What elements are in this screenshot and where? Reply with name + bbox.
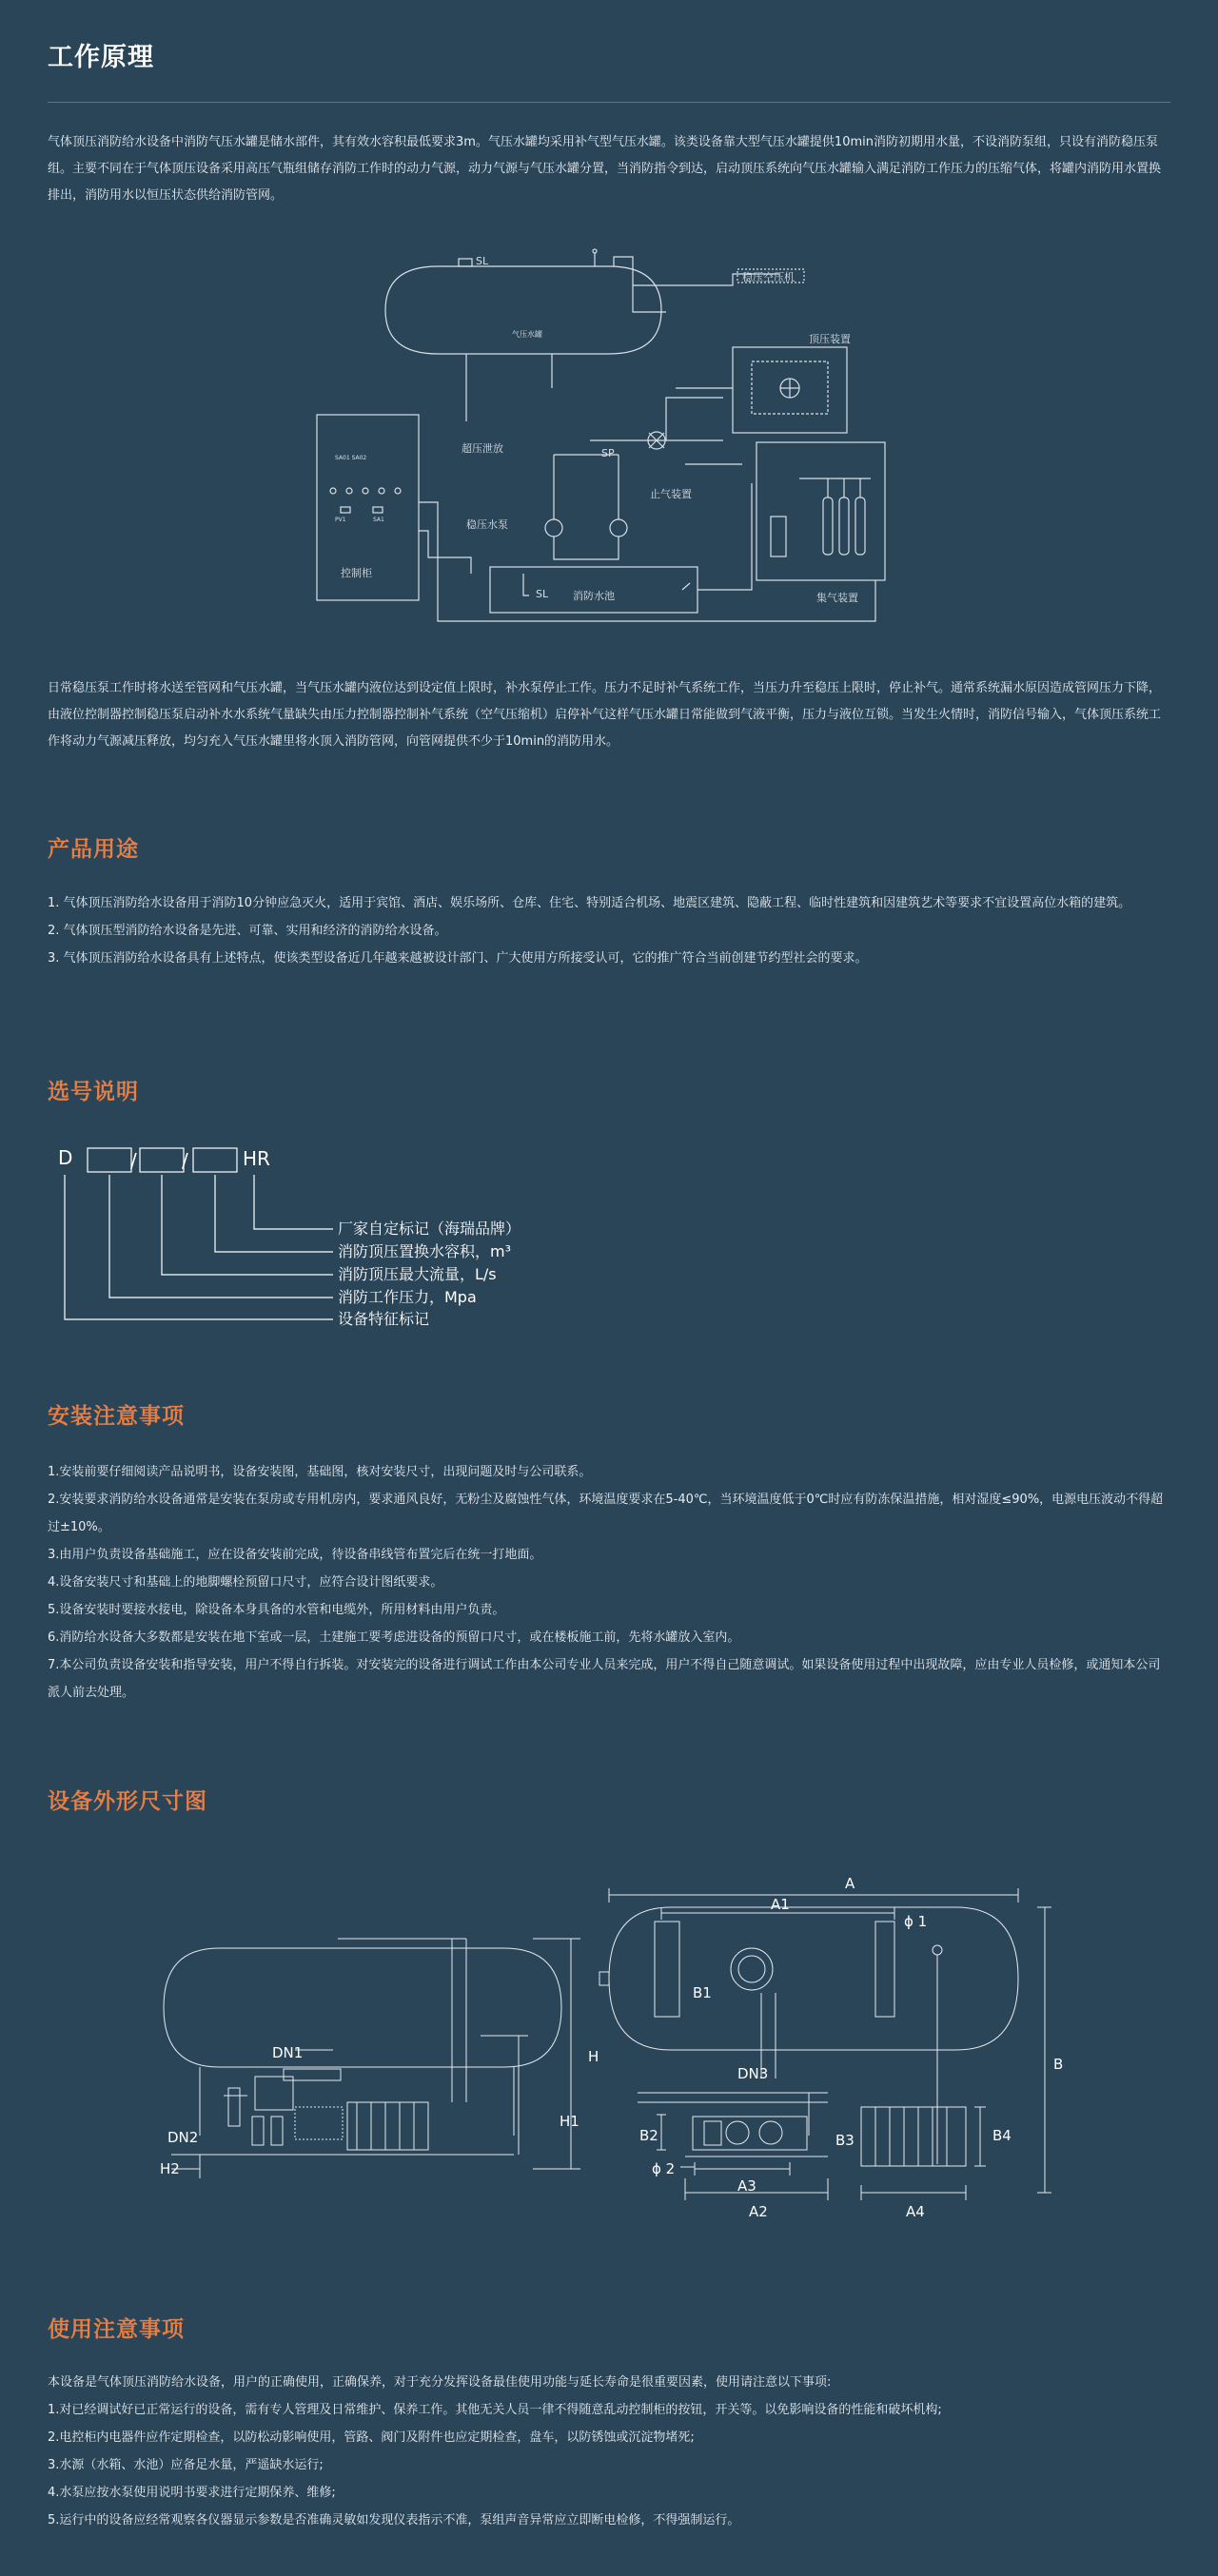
model-slash-1: /: [130, 1149, 137, 1172]
model-desc-1: 厂家自定标记（海瑞品牌）: [338, 1220, 521, 1238]
model-code-diagram: [52, 1137, 585, 1337]
dim-label-h2: H2: [160, 2160, 180, 2177]
list-item: 7.本公司负责设备安装和指导安装，用户不得自行拆装。对安装完的设备进行调试工作由本公司专业人员来完成，用户不得自己随意调试。如果设备使用过程中出现故障，应由专业人员检修，或通知本公司派人前去处理。: [48, 1658, 1161, 1700]
section-title-principle: 工作原理: [48, 43, 154, 72]
dim-label-b1: B1: [693, 1984, 712, 2001]
principle-intro: 气体顶压消防给水设备中消防气压水罐是储水部件，其有效水容积最低要求3m。气压水罐均采用补气型气压水罐。该类设备靠大型气压水罐提供10min消防初期用水量，不设消防泵组，只设有消防稳压泵组。主要不同在于气体顶压设备采用高压气瓶组储存消防工作时的动力气源，动力气源与气压水罐分置，当消防指令到达，启动顶压系统向气压水罐输入满足消防工作压力的压缩气体，将罐内消防用水置换排出，消防用水以恒压状态供给消防管网。: [48, 135, 1162, 203]
dim-label-b3: B3: [835, 2132, 855, 2149]
dim-a: [609, 1888, 1018, 1903]
model-desc-4: 消防工作压力，Mpa: [338, 1288, 477, 1306]
dim-label-b2: B2: [639, 2127, 658, 2144]
model-suffix: HR: [243, 1147, 270, 1170]
sl-top-label: SL: [476, 255, 489, 267]
list-item: 1. 气体顶压消防给水设备用于消防10分钟应急灭火，适用于宾馆、酒店、娱乐场所、仓库、住宅、特别适合机场、地震区建筑、隐蔽工程、临时性建筑和因建筑艺术等要求不宜设置高位水箱的建筑。: [48, 896, 1131, 910]
cabinet-pv-label: PV1: [335, 517, 346, 523]
list-item: 2.电控柜内电器件应作定期检查，以防松动影响使用，管路、阀门及附件也应定期检查，盘车，以防锈蚀或沉淀物堵死;: [48, 2430, 695, 2445]
dim-label-b: B: [1053, 2056, 1064, 2073]
model-desc-3: 消防顶压最大流量，L/s: [338, 1265, 497, 1283]
dim-label-phi2: ϕ 2: [652, 2160, 676, 2177]
dim-label-a1: A1: [771, 1896, 790, 1913]
list-item: 4.水泵应按水泵使用说明书要求进行定期保养、维修;: [48, 2486, 336, 2500]
list-item: 3. 气体顶压消防给水设备具有上述特点，使该类型设备近几年越来越被设计部门、广大使用方所接受认可，它的推广符合当前创建节约型社会的要求。: [48, 951, 868, 966]
list-item: 5.设备安装时要接水接电，除设备本身具备的水管和电缆外，所用材料由用户负责。: [48, 1603, 505, 1617]
cabinet-switch-labels: SA01 SA02: [335, 455, 367, 461]
title-divider: [48, 102, 1170, 103]
front-view-tank: [609, 1907, 1018, 2050]
install-list: [48, 1458, 1170, 1707]
dim-label-h1: H1: [560, 2113, 580, 2130]
section-title-model: 选号说明: [48, 1080, 139, 1104]
model-desc-2: 消防顶压置换水容积，m³: [338, 1242, 512, 1260]
gas-collect-label: 集气装置: [816, 592, 858, 604]
sp-label: SP: [601, 447, 615, 459]
side-view-tank: [164, 1948, 561, 2067]
model-box-1: [88, 1148, 131, 1172]
dim-label-dn1: DN1: [272, 2044, 304, 2061]
section-title-install: 安装注意事项: [48, 1404, 185, 1429]
dim-label-dn2: DN2: [167, 2129, 199, 2146]
dim-label-h: H: [588, 2048, 599, 2065]
control-cabinet-label: 控制柜: [341, 567, 372, 579]
model-slash-2: /: [182, 1149, 188, 1172]
stop-air-label: 止气装置: [650, 488, 692, 500]
principle-after: 日常稳压泵工作时将水送至管网和气压水罐，当气压水罐内液位达到设定值上限时，补水泵停止工作。压力不足时补气系统工作，当压力升至稳压上限时，停止补气。通常系统漏水原因造成管网压力下降，由液位控制器控制稳压泵启动补水水系统气量缺失由压力控制器控制补气系统（空气压缩机）启停补气这样气压水罐日常能做到气液平衡，压力与液位互锁。当发生火情时，消防信号输入，气体顶压系统工作将动力气源减压释放，均匀充入气压水罐里将水顶入消防管网，向管网提供不少于10min的消防用水。: [48, 681, 1162, 749]
sl-bottom-label: SL: [536, 588, 549, 600]
usage-list: [48, 889, 1170, 972]
list-item: 3.水源（水箱、水池）应备足水量，严遥缺水运行;: [48, 2458, 324, 2472]
operation-list: [48, 2369, 1170, 2534]
dim-label-b4: B4: [992, 2127, 1012, 2144]
model-desc-5: 设备特征标记: [338, 1310, 430, 1328]
dim-label-a2: A2: [749, 2203, 768, 2220]
operation-intro: 本设备是气体顶压消防给水设备，用户的正确使用，正确保养，对于充分发挥设备最佳使用功能与延长寿命是很重要因素，使用请注意以下事项:: [48, 2375, 832, 2390]
model-box-3: [193, 1148, 237, 1172]
section-title-operation: 使用注意事项: [48, 2317, 185, 2342]
model-prefix: D: [58, 1146, 73, 1169]
fire-pool-label: 消防水池: [573, 590, 615, 602]
dim-label-phi1: ϕ 1: [904, 1913, 928, 1930]
list-item: 4.设备安装尺寸和基础上的地脚螺栓预留口尺寸，应符合设计图纸要求。: [48, 1575, 443, 1590]
section-title-dimensions: 设备外形尺寸图: [48, 1789, 207, 1814]
list-item: 3.由用户负责设备基础施工，应在设备安装前完成，待设备串线管布置完后在统一打地面。: [48, 1548, 542, 1562]
overpressure-relief-label: 超压泄放: [462, 442, 503, 455]
tank-label: 气压水罐: [512, 330, 542, 339]
compressor-label: 稳压空压机: [742, 271, 795, 283]
dim-label-a: A: [845, 1875, 855, 1892]
dim-label-dn3: DN3: [737, 2065, 769, 2082]
section-title-usage: 产品用途: [48, 837, 139, 862]
list-item: 5.运行中的设备应经常观察各仪器显示参数是否准确灵敏如发现仪表指示不准，泵组声音异常应立即断电检修，不得强制运行。: [48, 2513, 740, 2527]
pressure-tank-shape: [385, 266, 661, 354]
list-item: 1.安装前要仔细阅读产品说明书，设备安装图，基础图，核对安装尺寸，出现问题及时与公司联系。: [48, 1465, 592, 1479]
dimension-drawing: [143, 1850, 1094, 2240]
cabinet-sa-label: SA1: [373, 517, 384, 523]
list-item: 2.安装要求消防给水设备通常是安装在泵房或专用机房内，要求通风良好，无粉尘及腐蚀性气体，环境温度要求在5-40℃，当环境温度低于0℃时应有防冻保温措施，相对湿度≤90%，电源电压波动不得超过±10%。: [48, 1493, 1164, 1534]
dim-label-a3: A3: [737, 2177, 756, 2195]
stab-pump-label: 稳压水泵: [466, 518, 508, 531]
list-item: 1.对已经调试好已正常运行的设备，需有专人管理及日常维护、保养工作。其他无关人员一律不得随意乱动控制柜的按钮，开关等。以免影响设备的性能和破坏机构;: [48, 2403, 942, 2417]
top-press-label: 顶压装置: [809, 333, 851, 345]
dim-label-a4: A4: [906, 2203, 925, 2220]
list-item: 6.消防给水设备大多数都是安装在地下室或一层，土建施工要考虑进设备的预留口尺寸，或在楼板施工前，先将水罐放入室内。: [48, 1630, 740, 1645]
model-box-2: [140, 1148, 184, 1172]
list-item: 2. 气体顶压型消防给水设备是先进、可靠、实用和经济的消防给水设备。: [48, 924, 447, 938]
system-schematic: [304, 245, 914, 645]
